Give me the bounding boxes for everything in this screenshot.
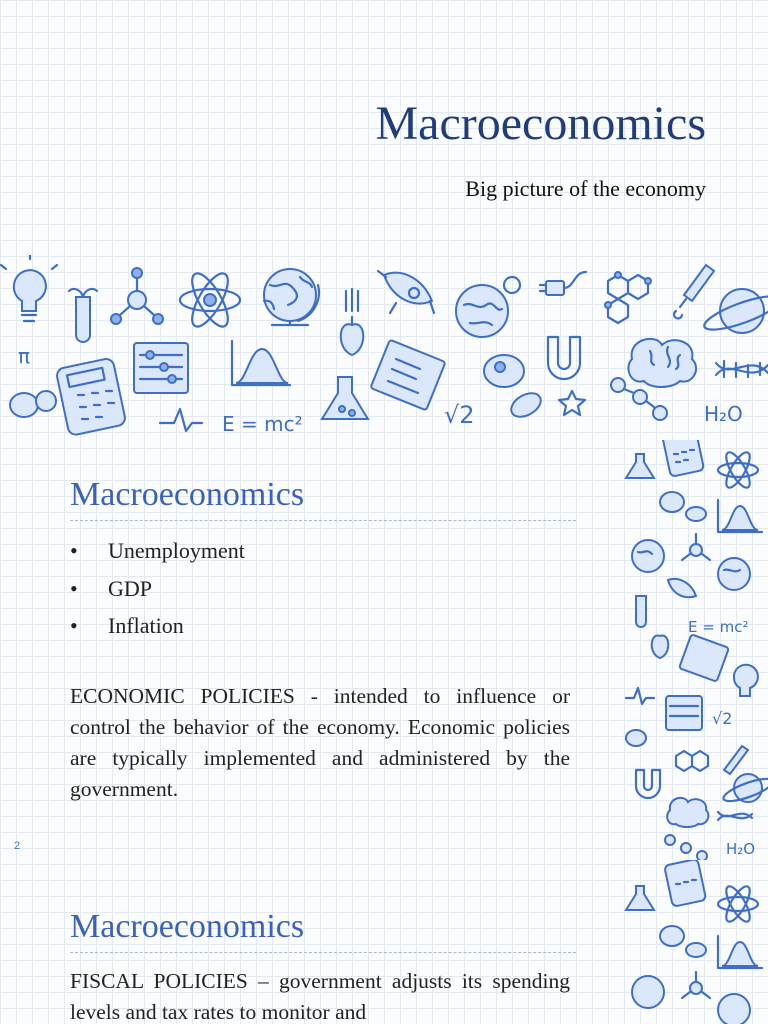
side-doodle-column — [622, 860, 768, 1024]
bell-curve-icon — [232, 341, 290, 385]
saturn-icon — [721, 774, 768, 805]
globe-icon — [632, 976, 664, 1008]
heading-divider — [70, 520, 576, 521]
bullet-list — [70, 532, 245, 645]
hexagon-molecule-icon — [676, 751, 708, 771]
bullet-text: Unemployment — [108, 538, 245, 563]
molecule-icon — [682, 534, 710, 560]
slide-title: Macroeconomics — [375, 97, 706, 150]
bullet-marker: • — [70, 538, 78, 563]
thermometer-icon — [724, 746, 748, 774]
content-slide-economic-policies — [0, 440, 768, 860]
formula-h2o-label: H₂O — [726, 840, 756, 858]
atom-icon — [718, 449, 758, 491]
section-heading: Macroeconomics — [70, 476, 305, 513]
flask-icon — [626, 454, 654, 478]
rocket-icon — [378, 271, 434, 313]
list-item — [70, 570, 245, 608]
flask-icon — [322, 377, 368, 419]
bacteria-icon — [660, 926, 706, 957]
bullet-marker: • — [70, 613, 78, 638]
bullet-text: Inflation — [108, 613, 184, 638]
pi-symbol-label: π — [18, 344, 31, 368]
lightbulb-icon — [734, 665, 758, 696]
heartbeat-icon — [160, 409, 202, 431]
section-heading: Macroeconomics — [70, 908, 305, 945]
book-icon — [679, 634, 729, 682]
bullet-text: GDP — [108, 575, 153, 601]
fiscal-policies-paragraph: FISCAL POLICIES – government adjusts its spending levels and tax rates to monitor and — [70, 969, 570, 1024]
atom-icon — [180, 269, 240, 332]
bullet-marker: • — [70, 575, 78, 601]
formula-emc2-label: E = mc² — [222, 412, 303, 436]
lightbulb-icon — [1, 255, 57, 321]
molecule-icon — [682, 972, 710, 998]
calculator-icon — [56, 358, 127, 437]
slide-subtitle: Big picture of the economy — [465, 176, 706, 201]
planet-icon — [718, 558, 750, 590]
science-doodle-band — [0, 255, 768, 440]
formula-sqrt-label: √2 — [712, 709, 733, 728]
side-doodle-column — [622, 440, 768, 860]
book-icon — [370, 340, 445, 411]
molecule-icon — [111, 268, 163, 324]
test-tube-icon — [69, 289, 97, 342]
star-icon — [559, 391, 585, 415]
dna-icon — [718, 812, 752, 820]
bell-curve-icon — [718, 936, 762, 968]
bell-curve-icon — [718, 500, 762, 532]
title-slide — [0, 0, 768, 440]
dna-icon — [716, 361, 768, 377]
atom-icon — [718, 883, 758, 925]
apple-icon — [341, 289, 364, 355]
brain-icon — [667, 798, 708, 827]
page-number: 2 — [14, 840, 21, 852]
planet-icon — [718, 994, 750, 1024]
formula-h2o-label: H₂O — [704, 402, 743, 426]
saturn-icon — [701, 289, 768, 336]
bacteria-icon — [484, 355, 545, 422]
magnet-icon — [548, 337, 580, 379]
plug-icon — [540, 272, 586, 295]
brain-icon — [628, 339, 696, 387]
globe-icon — [264, 269, 319, 325]
list-item — [70, 532, 245, 570]
thermometer-icon — [674, 265, 714, 318]
heading-divider — [70, 952, 576, 953]
heartbeat-icon — [626, 688, 654, 704]
planet-icon — [456, 277, 520, 337]
flask-icon — [626, 886, 654, 910]
economic-policies-paragraph: ECONOMIC POLICIES - intended to influence or control the behavior of the economy. Economic policies are typically implemented and administered by the government. — [70, 684, 570, 801]
calculator-icon — [664, 860, 706, 907]
magnet-icon — [636, 770, 660, 798]
rocket-icon — [668, 579, 696, 597]
test-tube-icon — [636, 596, 646, 627]
pill-icon — [626, 730, 646, 746]
abacus-icon — [134, 343, 188, 393]
hexagon-molecule-icon — [605, 272, 651, 323]
apple-icon — [652, 636, 669, 658]
calculator-icon — [662, 440, 704, 477]
list-item — [70, 607, 245, 645]
globe-icon — [632, 540, 664, 572]
formula-emc2-label: E = mc² — [688, 618, 749, 636]
bacteria-icon — [660, 492, 706, 521]
small-molecule-icon — [665, 835, 707, 860]
formula-sqrt-label: √2 — [444, 401, 475, 429]
abacus-icon — [666, 696, 702, 730]
content-slide-fiscal-policies — [0, 860, 768, 1024]
pill-icon — [10, 391, 56, 417]
